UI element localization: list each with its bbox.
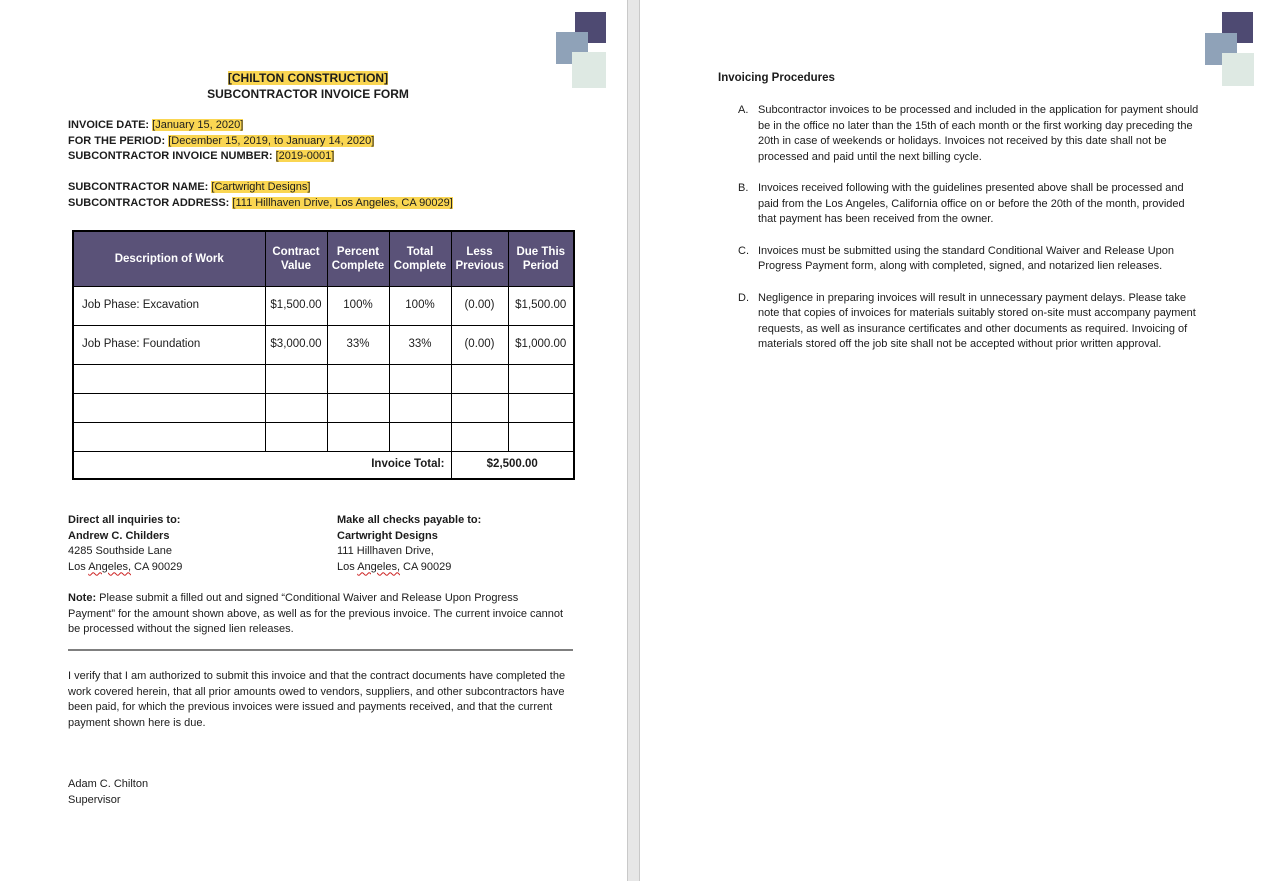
list-item-text: Subcontractor invoices to be processed and included in the application for payment should be in the office no later than the 15th of each month or the first working day preceding the 20th in case of weekends or holidays. Invoices not received by this date shall not be processed and paid until the next billing cycle. <box>758 104 1199 163</box>
subcontractor-name-label: SUBCONTRACTOR NAME: <box>68 181 209 193</box>
cell-empty[interactable] <box>389 422 451 451</box>
table-row <box>73 286 574 325</box>
table-row <box>73 325 574 364</box>
cell-due-this-period[interactable]: $1,000.00 <box>508 325 574 364</box>
list-item-letter: C. <box>738 244 749 257</box>
subcontractor-address-field[interactable]: [111 Hillhaven Drive, Los Angeles, CA 90029] <box>232 196 453 209</box>
cell-percent-complete[interactable]: 33% <box>327 325 389 364</box>
invoice-number-label: SUBCONTRACTOR INVOICE NUMBER: <box>68 150 273 163</box>
list-item[interactable] <box>738 103 1204 165</box>
invoice-total-value[interactable]: $2,500.00 <box>451 451 574 479</box>
cell-empty[interactable] <box>265 393 327 422</box>
table-row-empty <box>73 422 574 451</box>
list-item-text: Invoices received following with the guidelines presented above shall be processed and paid from the Los Angeles, California office on or before the 20th of the month, provided that payment has been received from the owner. <box>758 182 1185 225</box>
decor-square-mint <box>572 52 606 88</box>
inquiries-name: Andrew C. Childers <box>68 529 170 542</box>
list-item[interactable] <box>738 291 1204 353</box>
cell-empty[interactable] <box>73 422 265 451</box>
signature-block <box>68 777 148 808</box>
invoice-date-field[interactable]: [January 15, 2020] <box>152 119 244 131</box>
procedures-heading: Invoicing Procedures <box>718 72 835 84</box>
list-item-letter: D. <box>738 291 749 304</box>
cell-contract-value[interactable]: $1,500.00 <box>265 286 327 325</box>
list-item-text: Invoices must be submitted using the standard Conditional Waiver and Release Upon Progress Payment form, along with completed, signed, and notarized lien releases. <box>758 244 1174 272</box>
invoice-date-line <box>68 118 374 134</box>
invoice-table <box>72 230 575 480</box>
list-item-letter: A. <box>738 104 749 116</box>
city-suffix: CA 90029 <box>400 560 452 573</box>
subcontractor-address-label: SUBCONTRACTOR ADDRESS: <box>68 196 230 209</box>
form-subtitle: SUBCONTRACTOR INVOICE FORM <box>207 86 409 101</box>
list-item-text: Negligence in preparing invoices will result in unnecessary payment delays. Please take note that copies of invoices for materials suitably stored on-site must accompany payment requests, as well as insurance certificates and other documents as required. Invoicing of materials stored off the job site shall not be accepted without prior written approval. <box>758 291 1196 350</box>
cell-total-complete[interactable]: 100% <box>389 286 451 325</box>
cell-less-previous[interactable]: (0.00) <box>451 286 508 325</box>
cell-empty[interactable] <box>389 364 451 393</box>
company-name-field[interactable]: [CHILTON CONSTRUCTION] <box>227 71 389 85</box>
checks-payable-block <box>337 513 481 575</box>
cell-empty[interactable] <box>73 364 265 393</box>
col-header-description: Description of Work <box>73 231 265 286</box>
period-field[interactable]: [December 15, 2019, to January 14, 2020] <box>168 134 375 147</box>
cell-percent-complete[interactable]: 100% <box>327 286 389 325</box>
note-paragraph[interactable] <box>68 591 565 638</box>
city-prefix: Los <box>337 560 358 573</box>
subcontractor-name-field[interactable]: [Cartwright Designs] <box>211 181 311 193</box>
period-line <box>68 134 374 150</box>
signature-divider <box>68 649 573 651</box>
signature-name: Adam C. Chilton <box>68 778 149 790</box>
page-invoice-form[interactable] <box>0 0 627 881</box>
checks-name: Cartwright Designs <box>337 529 438 542</box>
inquiries-city <box>68 560 182 576</box>
decor-square-mint <box>1222 53 1254 86</box>
invoice-meta <box>68 118 374 165</box>
inquiries-block <box>68 513 182 575</box>
checks-city <box>337 560 481 576</box>
city-suffix: CA 90029 <box>131 560 183 573</box>
spellcheck-word[interactable]: Angeles, <box>88 560 131 573</box>
period-label: FOR THE PERIOD: <box>68 134 166 147</box>
invoice-number-field[interactable]: [2019-0001] <box>275 150 335 163</box>
cell-due-this-period[interactable]: $1,500.00 <box>508 286 574 325</box>
cell-description[interactable]: Job Phase: Foundation <box>73 325 265 364</box>
table-row-empty <box>73 364 574 393</box>
cell-empty[interactable] <box>265 364 327 393</box>
cell-empty[interactable] <box>508 393 574 422</box>
subcontractor-name-line <box>68 180 453 196</box>
invoice-date-label: INVOICE DATE: <box>68 119 150 131</box>
cell-contract-value[interactable]: $3,000.00 <box>265 325 327 364</box>
col-header-less-previous: Less Previous <box>451 231 508 286</box>
table-total-row <box>73 451 574 479</box>
cell-empty[interactable] <box>265 422 327 451</box>
inquiries-street: 4285 Southside Lane <box>68 545 172 557</box>
city-prefix: Los <box>68 560 89 573</box>
checks-heading: Make all checks payable to: <box>337 514 482 526</box>
list-item-letter: B. <box>738 182 749 194</box>
page-gutter <box>627 0 640 881</box>
page-invoicing-procedures[interactable] <box>641 0 1265 881</box>
cell-less-previous[interactable]: (0.00) <box>451 325 508 364</box>
verification-paragraph[interactable]: I verify that I am authorized to submit this invoice and that the contract documents have completed the work covered herein, that all prior amounts owed to vendors, suppliers, and other subcontractors have been paid, for which the previous invoices were issued and payments received, and that the current payment shown here is due. <box>68 670 566 729</box>
checks-street: 111 Hillhaven Drive, <box>337 545 434 557</box>
col-header-percent-complete: Percent Complete <box>327 231 389 286</box>
cell-empty[interactable] <box>451 422 508 451</box>
list-item[interactable] <box>738 181 1204 228</box>
col-header-total-complete: Total Complete <box>389 231 451 286</box>
note-label: Note: <box>68 592 97 604</box>
signature-title: Supervisor <box>68 793 121 806</box>
cell-empty[interactable] <box>508 364 574 393</box>
procedures-list <box>738 103 1204 369</box>
cell-empty[interactable] <box>451 364 508 393</box>
invoice-total-label: Invoice Total: <box>73 451 451 479</box>
inquiries-heading: Direct all inquiries to: <box>68 514 181 526</box>
table-row-empty <box>73 393 574 422</box>
cell-empty[interactable] <box>389 393 451 422</box>
subcontractor-address-line <box>68 196 453 212</box>
cell-total-complete[interactable]: 33% <box>389 325 451 364</box>
cell-empty[interactable] <box>73 393 265 422</box>
cell-empty[interactable] <box>327 422 389 451</box>
cell-empty[interactable] <box>327 393 389 422</box>
cell-empty[interactable] <box>451 393 508 422</box>
invoice-number-line <box>68 149 374 165</box>
cell-empty[interactable] <box>327 364 389 393</box>
col-header-due-this-period: Due This Period <box>508 231 574 286</box>
cell-description[interactable]: Job Phase: Excavation <box>73 286 265 325</box>
form-title <box>68 71 548 102</box>
list-item[interactable] <box>738 244 1204 275</box>
col-header-contract-value: Contract Value <box>265 231 327 286</box>
subcontractor-meta <box>68 180 453 211</box>
note-text: Please submit a filled out and signed “Conditional Waiver and Release Upon Progress Payment” for the amount shown above, as well as for the previous invoice. The current invoice cannot be processed without the signed lien releases. <box>68 592 564 635</box>
table-header-row <box>73 231 574 286</box>
cell-empty[interactable] <box>508 422 574 451</box>
spellcheck-word[interactable]: Angeles, <box>357 560 400 573</box>
